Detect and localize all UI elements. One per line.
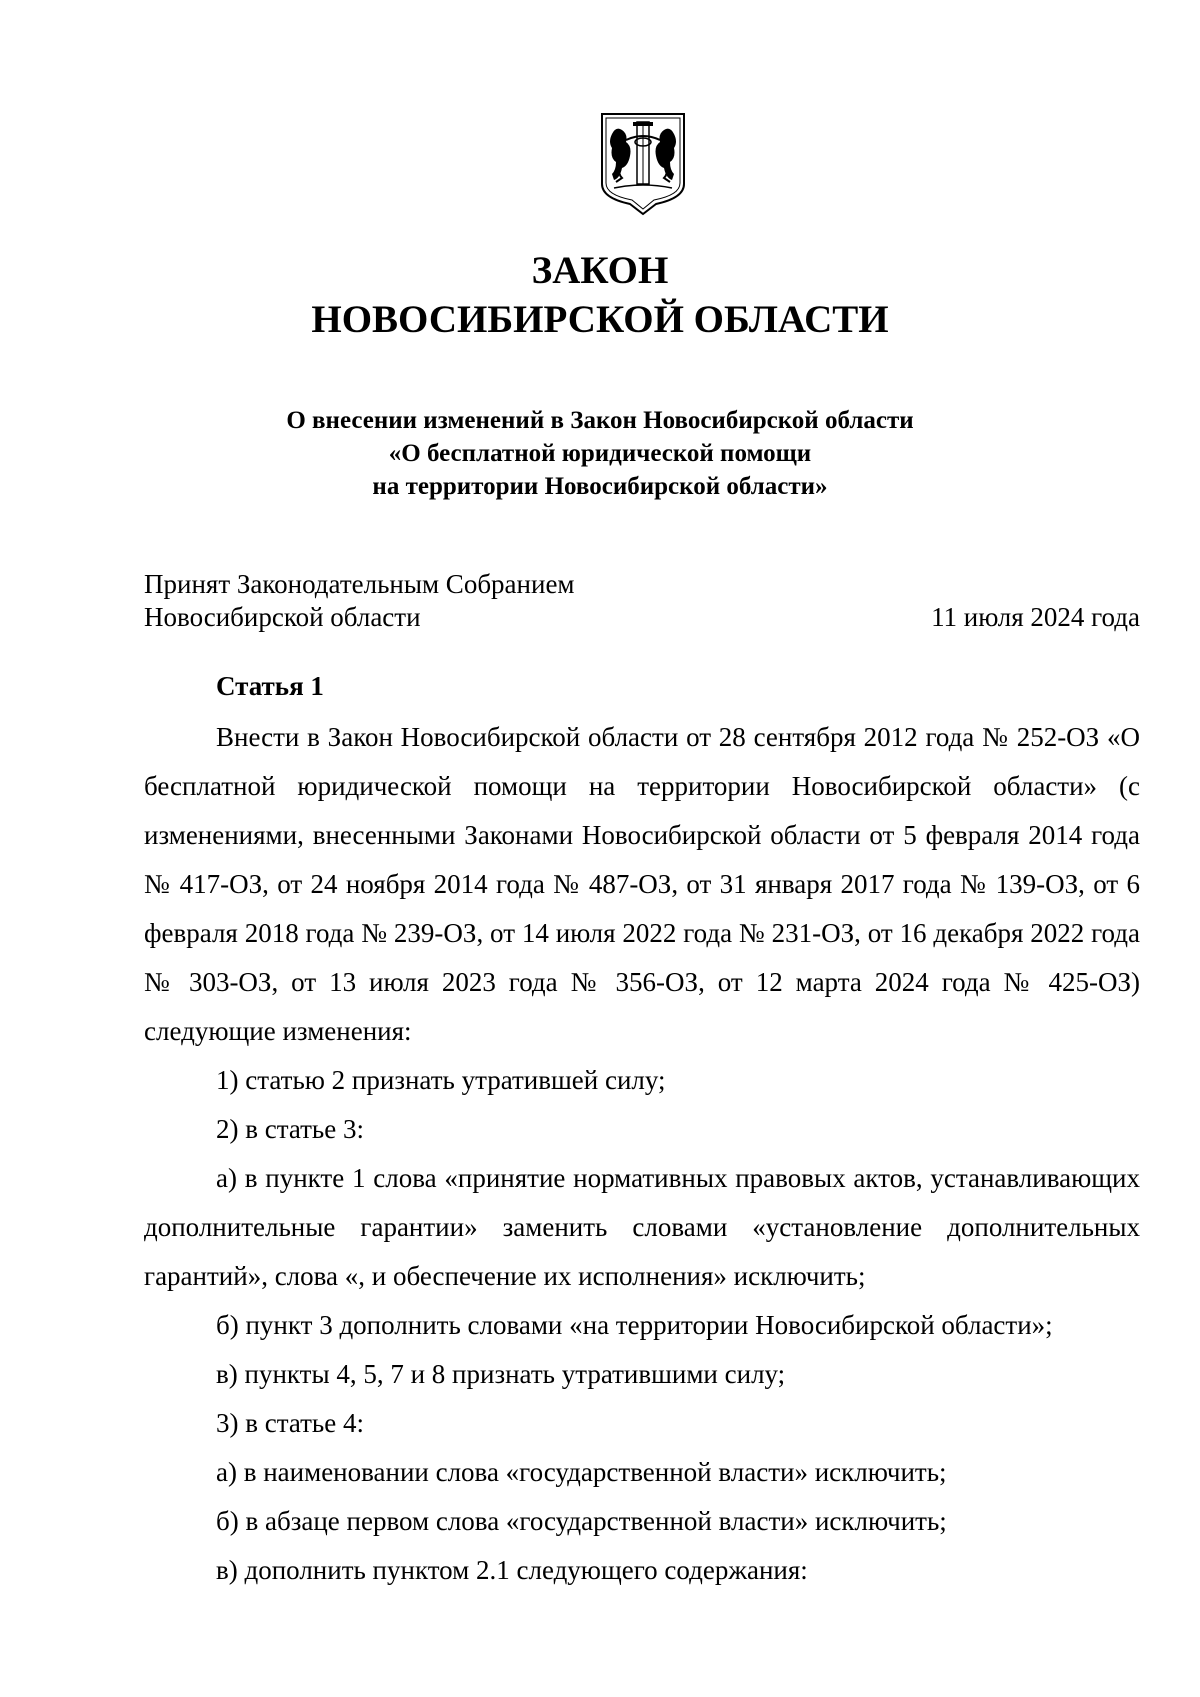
article-paragraph: а) в наименовании слова «государственной власти» исключить; — [216, 1457, 947, 1487]
subject-line1: О внесении изменений в Закон Новосибирской области — [286, 407, 914, 434]
article-paragraph: в) дополнить пунктом 2.1 следующего содержания: — [216, 1555, 808, 1585]
article-paragraph: б) в абзаце первом слова «государственной власти» исключить; — [216, 1506, 947, 1536]
law-title-line2: НОВОСИБИРСКОЙ ОБЛАСТИ — [311, 298, 889, 341]
adopted-by-line1: Принят Законодательным Собранием — [144, 569, 575, 599]
article-title: Статья 1 — [216, 671, 324, 701]
law-title-line1: ЗАКОН — [531, 249, 669, 292]
article-paragraph: 2) в статье 3: — [216, 1114, 364, 1144]
article-paragraph: б) пункт 3 дополнить словами «на территории Новосибирской области»; — [216, 1310, 1053, 1340]
article-paragraph: в) пункты 4, 5, 7 и 8 признать утратившими силу; — [216, 1359, 786, 1389]
subject-line2: «О бесплатной юридической помощи — [388, 440, 812, 467]
article-paragraph: Внести в Закон Новосибирской области от 28 сентября 2012 года № 252-ОЗ «О бесплатной юридической помощи на территории Новосибирской области» (с изменениями, внесенными Законами Новосибирской области от 5 февраля 2014 года № 417-ОЗ, от 24 ноября 2014 года № 487-ОЗ, от 31 января 2017 года № 139-ОЗ, от 6 февраля 2018 года № 239-ОЗ, от 14 июля 2022 года № 231-ОЗ, от 16 декабря 2022 года № 303-ОЗ, от 13 июля 2023 года № 356-ОЗ, от 12 марта 2024 года № 425-ОЗ) следующие изменения: — [144, 722, 1140, 1046]
article-paragraph: 1) статью 2 признать утратившей силу; — [216, 1065, 666, 1095]
article-body — [144, 713, 1140, 1595]
article-paragraph: а) в пункте 1 слова «принятие нормативных правовых актов, устанавливающих дополнительные гарантии» заменить словами «установление дополнительных гарантий», слова «, и обеспечение их исполнения» исключить; — [144, 1163, 1140, 1291]
article-paragraph: 3) в статье 4: — [216, 1408, 364, 1438]
novosibirsk-coat-of-arms-icon — [598, 112, 688, 216]
subject-line3: на территории Новосибирской области» — [372, 473, 828, 500]
adopted-by-line2: Новосибирской области — [144, 602, 421, 632]
adoption-date: 11 июля 2024 года — [931, 602, 1140, 632]
